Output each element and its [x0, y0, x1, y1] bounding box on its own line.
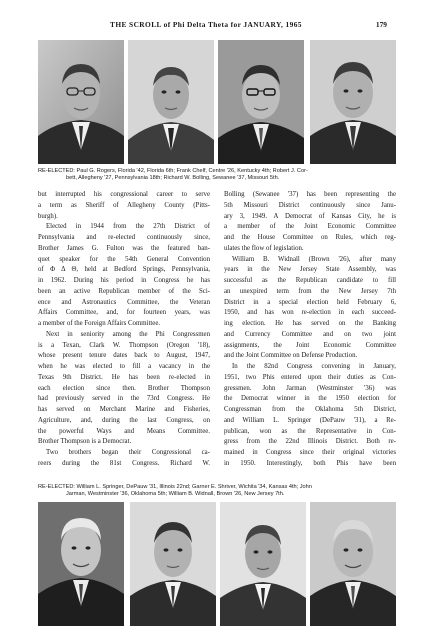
text-line: Two brothers began their Congressional ca-: [46, 449, 210, 456]
top-photo-caption: [38, 168, 396, 182]
text-line: in 1950. Interestingly, both Phis have been: [224, 459, 396, 467]
text-line: 1951, two Phis entered upon their duties as Con-: [224, 373, 396, 381]
portrait-photo-shriver: [130, 502, 216, 626]
text-line: is a Texan, Clark W. Thompson (Oregon '18),: [38, 341, 210, 349]
portrait-photo-chelf: [128, 40, 214, 164]
text-line: the powerful Ways and Means Committee.: [38, 427, 210, 435]
text-line: In the 82nd Congress convening in January,: [232, 363, 396, 370]
bottom-photo-caption: [38, 484, 396, 498]
text-line: Texas 9th District. He has been re-elected in: [38, 373, 210, 381]
text-line: of Φ Δ Θ, held at Bedford Springs, Pennsylvania,: [38, 266, 210, 274]
text-line: publican, won as the Representative in Con-: [224, 427, 396, 435]
page-number: 179: [375, 20, 387, 29]
text-line: William B. Widnall (Brown '26), after many: [232, 255, 396, 263]
text-line: gressmen. John Jarman (Westminster '36) was: [224, 384, 396, 392]
text-line: ulates the flow of legislation.: [224, 244, 304, 252]
text-line: a member of the Joint Economic Committee: [224, 223, 396, 231]
caption-line: RE-ELECTED: Paul G. Rogers, Florida '42, Florida 6th; Frank Chelf, Centre '26, Kentucky 4th; Robert J. Cor-: [38, 168, 308, 174]
portrait-photo-jarman: [220, 502, 306, 626]
portrait-photo-springer: [38, 502, 124, 626]
text-line: reers during the 81st Congress. Richard W.: [38, 459, 210, 467]
text-line: whose present tenure dates back to August, 1947,: [38, 352, 210, 360]
text-line: has served on Merchant Marine and Fisheries,: [38, 406, 210, 413]
text-line: Brother James G. Fulton was the featured ban-: [38, 244, 210, 252]
text-line: the Democrat winner in the 1950 election for: [224, 395, 396, 403]
text-line: ing election. He has served on the Banking: [224, 320, 396, 327]
text-line: Pennsylvania and re-elected continuously since,: [38, 234, 210, 241]
left-text-column: [38, 190, 210, 470]
text-line: and Currency Committee and on two joint: [224, 330, 396, 338]
text-line: years in the New Jersey State Assembly, was: [224, 266, 396, 274]
text-line: and William L. Springer (DePauw '31), a Re-: [224, 416, 396, 424]
text-line: Affairs Committee, and, for fourteen years, was: [38, 309, 210, 317]
text-line: quet speaker for the 54th General Convention: [38, 255, 210, 263]
portrait-photo-bolling: [310, 40, 396, 164]
text-line: an unexpired term from the New Jersey 7th: [224, 287, 396, 295]
text-line: when he was elected to fill a vacancy in the: [38, 363, 210, 370]
text-line: assignments, the Joint Economic Committee: [224, 341, 396, 349]
right-text-column: [224, 190, 396, 470]
text-line: Next in seniority among the Phi Congressmen: [46, 330, 210, 338]
text-line: ary 3, 1949. A Democrat of Kansas City, he is: [224, 212, 396, 220]
text-line: successful as the Republican candidate to fill: [224, 277, 396, 284]
caption-line: RE-ELECTED: William L. Springer, DePauw '31, Illinois 22nd; Garner E. Shriver, Wichita '34, Kansas 4th; John: [38, 484, 312, 490]
caption-line: bett, Allegheny '27, Pennsylvania 18th; Richard W. Bolling, Sewanee '37, Missouri 5th.: [66, 175, 280, 181]
top-photo-row: [38, 40, 396, 164]
text-line: gress from the 22nd Illinois District. Both re-: [224, 438, 396, 446]
text-line: ence and Astronautics Committee, the Veteran: [38, 298, 210, 306]
portrait-photo-corbett: [218, 40, 304, 164]
running-head: [0, 20, 423, 32]
text-line: been an active Republican member of the Sci-: [38, 287, 210, 295]
running-title: THE SCROLL of Phi Delta Theta for JANUARY, 1965: [110, 20, 302, 29]
text-line: 1950, and has won re-election in each succeed-: [224, 309, 396, 317]
text-line: 5th Missouri District continuously since Janu-: [224, 201, 396, 209]
text-line: Bolling (Sewanee '37) has been representing the: [224, 191, 396, 198]
caption-line: Jarman, Westminster '36, Oklahoma 5th; William B. Widnall, Brown '26, New Jersey 7th.: [66, 491, 285, 497]
text-line: each election since then. Brother Thompson: [38, 384, 210, 392]
text-line: Elected in 1944 from the 27th District of: [46, 223, 210, 231]
text-line: had previously served in the 73rd Congress. He: [38, 395, 210, 403]
text-line: but interrupted his congressional career to serve: [38, 191, 210, 198]
text-line: District in a special election held February 6,: [224, 298, 396, 306]
text-line: Congressman from the Oklahoma 5th District,: [224, 406, 396, 413]
text-line: burgh).: [38, 212, 58, 220]
text-line: and the House Committee on Rules, which reg-: [224, 234, 396, 241]
text-line: and the Joint Committee on Defense Production.: [224, 352, 358, 360]
portrait-photo-widnall: [310, 502, 396, 626]
text-line: a member of the Foreign Affairs Committee.: [38, 320, 161, 327]
text-line: in 1962. During his period in Congress he has: [38, 277, 210, 284]
text-line: Agriculture, and, during the last Congress, on: [38, 416, 210, 424]
portrait-photo-rogers: [38, 40, 124, 164]
text-line: a term as Sheriff of Allegheny County (Pitts-: [38, 201, 210, 209]
bottom-photo-row: [38, 502, 396, 626]
text-line: Brother Thompson is a Democrat.: [38, 438, 132, 446]
text-line: mained in Congress since their original victories: [224, 449, 396, 456]
